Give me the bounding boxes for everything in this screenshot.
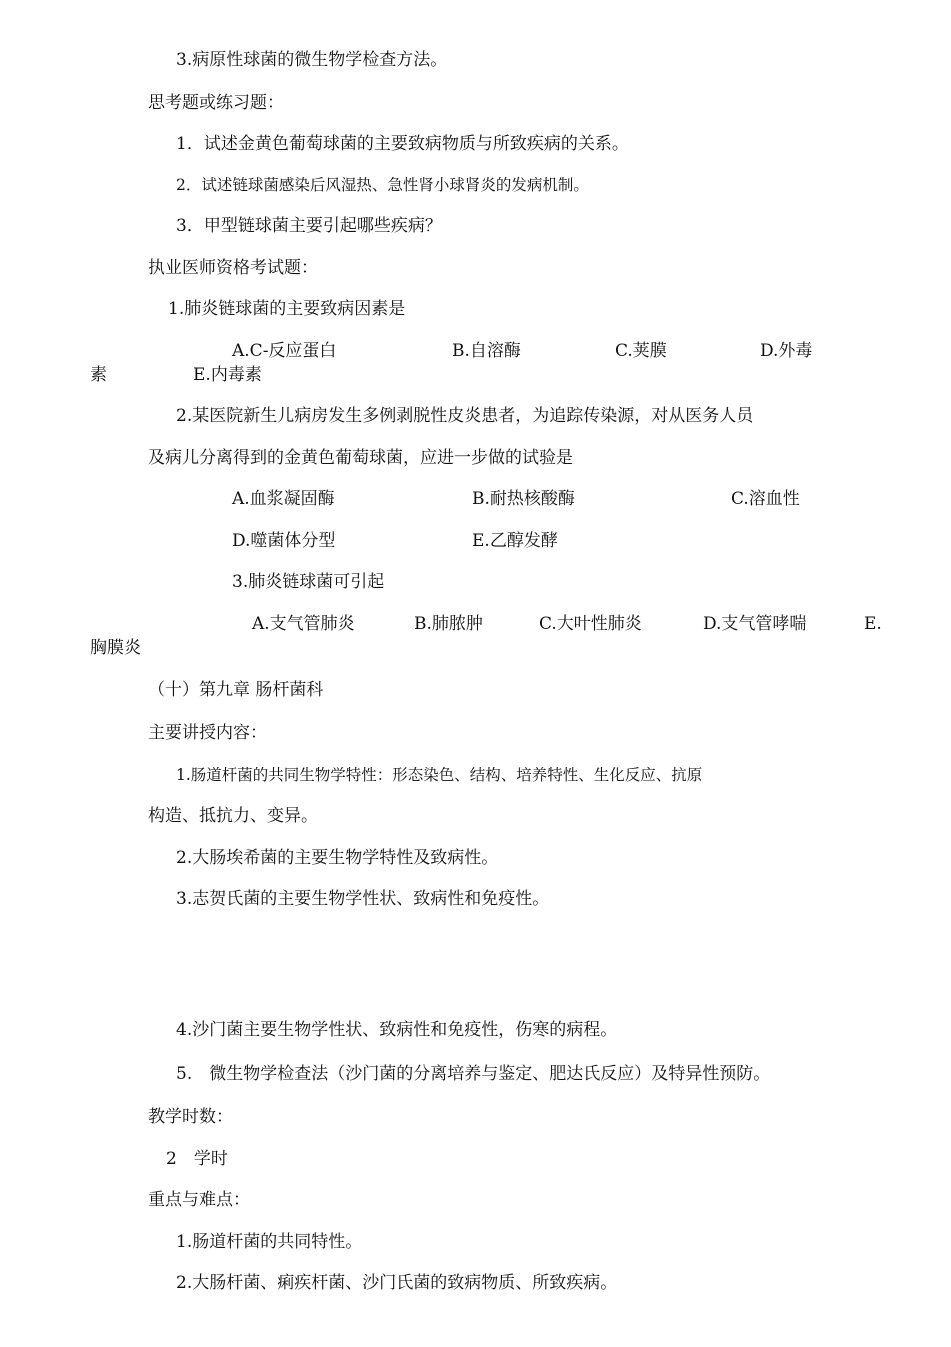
content-1-line1: 1.肠道杆菌的共同生物学特性：形态染色、结构、培养特性、生化反应、抗原: [176, 766, 703, 784]
q1-stem: 1.肺炎链球菌的主要致病因素是: [168, 299, 406, 319]
heading-key-points: 重点与难点：: [148, 1190, 250, 1210]
chapter-title: （十）第九章 肠杆菌科: [148, 680, 324, 700]
q3-option-e: E.: [864, 614, 882, 634]
q2-option-c: C.溶血性: [731, 489, 800, 509]
q1-option-c: C.荚膜: [615, 341, 667, 361]
q1-option-d: D.外毒: [760, 341, 813, 361]
q2-option-a: A.血浆凝固酶: [232, 489, 335, 509]
q1-option-b: B.自溶酶: [452, 341, 521, 361]
teaching-hours-value: 2 学时: [166, 1149, 228, 1169]
q2-stem-line2: 及病儿分离得到的金黄色葡萄球菌，应进一步做的试验是: [148, 448, 573, 468]
q3-option-d: D.支气管哮喘: [703, 614, 807, 634]
q3-option-b: B.肺脓肿: [414, 614, 483, 634]
content-1-line2: 构造、抵抗力、变异。: [148, 806, 318, 826]
key-point-2: 2.大肠杆菌、痢疾杆菌、沙门氏菌的致病物质、所致疾病。: [176, 1273, 618, 1293]
q2-stem-line1: 2.某医院新生儿病房发生多例剥脱性皮炎患者，为追踪传染源，对从医务人员: [176, 406, 754, 426]
q3-option-c: C.大叶性肺炎: [539, 614, 642, 634]
heading-exercises: 思考题或练习题：: [148, 93, 284, 113]
exercise-1: 1．试述金黄色葡萄球菌的主要致病物质与所致疾病的关系。: [176, 134, 629, 154]
exercise-2: 2．试述链球菌感染后风湿热、急性肾小球肾炎的发病机制。: [176, 176, 589, 194]
content-5: 5. 微生物学检查法（沙门菌的分离培养与鉴定、肥达氏反应）及特异性预防。: [176, 1064, 771, 1084]
q3-option-a: A.支气管肺炎: [252, 614, 355, 634]
content-3: 3.志贺氏菌的主要生物学性状、致病性和免疫性。: [176, 889, 550, 909]
q1-option-a: A.C-反应蛋白: [232, 341, 337, 361]
q3-stem: 3.肺炎链球菌可引起: [232, 572, 385, 592]
q2-option-e: E.乙醇发酵: [472, 531, 558, 551]
exercise-3: 3．甲型链球菌主要引起哪些疾病？: [176, 216, 442, 236]
content-4: 4.沙门菌主要生物学性状、致病性和免疫性，伤寒的病程。: [176, 1020, 618, 1040]
line-microbial-exam-methods: 3.病原性球菌的微生物学检查方法。: [176, 50, 448, 70]
q3-option-e-wrap: 胸膜炎: [90, 638, 141, 658]
key-point-1: 1.肠道杆菌的共同特性。: [176, 1232, 363, 1252]
q2-option-d: D.噬菌体分型: [232, 531, 336, 551]
q1-option-d-wrap: 素: [90, 365, 107, 385]
heading-teaching-hours: 教学时数：: [148, 1107, 233, 1127]
heading-main-content: 主要讲授内容：: [148, 723, 267, 743]
q1-option-e: E.内毒素: [193, 365, 262, 385]
content-2: 2.大肠埃希菌的主要生物学特性及致病性。: [176, 848, 499, 868]
q2-option-b: B.耐热核酸酶: [472, 489, 575, 509]
heading-license-exam: 执业医师资格考试题：: [148, 258, 318, 278]
